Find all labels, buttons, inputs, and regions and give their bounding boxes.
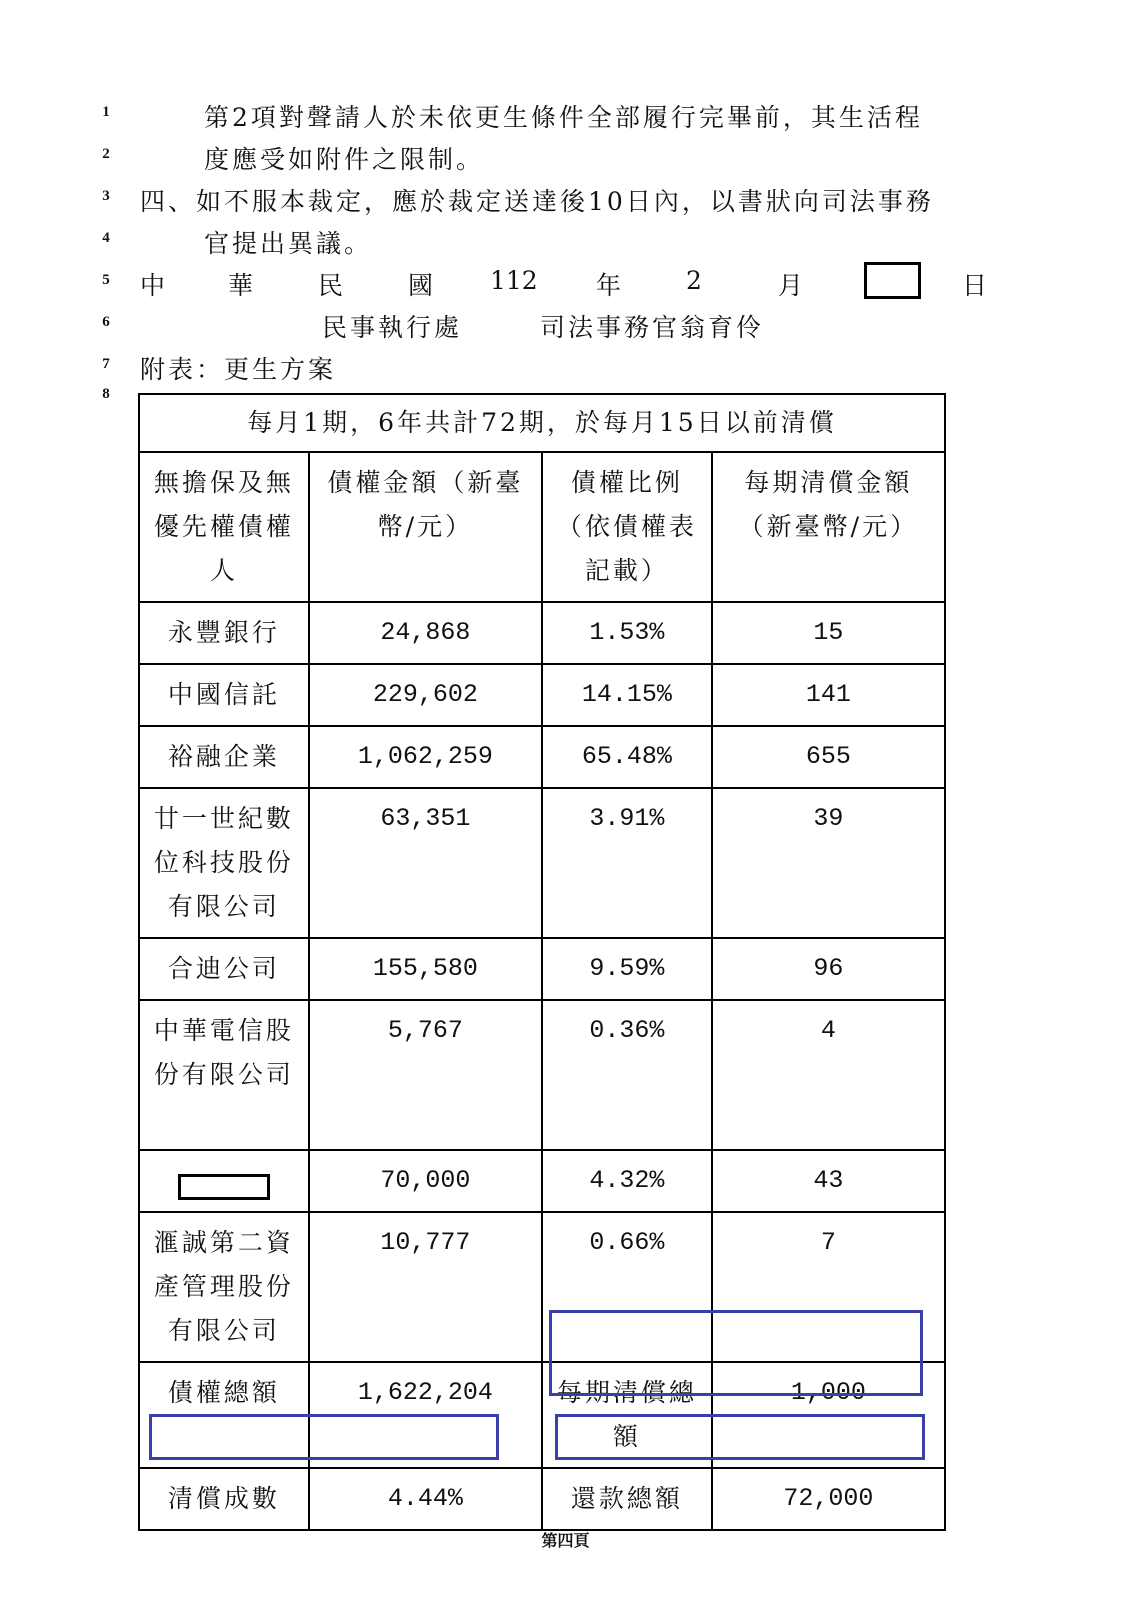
line-number: 7 (102, 356, 110, 372)
line-number: 1 (102, 104, 110, 120)
paragraph-line: 第2項對聲請人於未依更生條件全部履行完畢前，其生活程 (204, 103, 923, 132)
table-row (139, 788, 945, 938)
creditor-cell-redacted (139, 1150, 309, 1212)
paragraph-line: 度應受如附件之限制。 (204, 145, 485, 174)
total-amount: 1,622,204 (309, 1362, 542, 1468)
redaction-box (864, 262, 921, 299)
paragraph-line: 官提出異議。 (204, 229, 373, 258)
ratio-cell: 14.15% (542, 664, 712, 726)
payment-cell: 7 (712, 1212, 945, 1362)
table-row (139, 602, 945, 664)
total-label: 債權總額 (139, 1362, 309, 1468)
amount-cell: 24,868 (309, 602, 542, 664)
table-row (139, 664, 945, 726)
creditor-cell: 中國信託 (139, 664, 309, 726)
attachment-title: 附表：更生方案 (140, 355, 337, 384)
line-number: 6 (102, 314, 110, 330)
date-day-unit: 日 (962, 271, 988, 300)
redaction-box (178, 1174, 270, 1200)
repayment-ratio-label: 清償成數 (139, 1468, 309, 1530)
officer-name: 司法事務官翁育伶 (540, 313, 765, 342)
creditor-cell: 中華電信股份有限公司 (139, 1000, 309, 1150)
table-header: 每期清償金額（新臺幣/元） (712, 452, 945, 602)
date-month-unit: 月 (778, 271, 804, 300)
table-row (139, 726, 945, 788)
payment-cell: 4 (712, 1000, 945, 1150)
payment-cell: 43 (712, 1150, 945, 1212)
amount-cell: 229,602 (309, 664, 542, 726)
payment-total-label: 每期清償總額 (542, 1362, 712, 1468)
line-number: 8 (102, 386, 110, 402)
date-era-char: 中 (140, 271, 166, 300)
payment-total-value: 1,000 (712, 1362, 945, 1468)
line-number: 2 (102, 146, 110, 162)
date-month: 2 (686, 266, 702, 295)
creditor-cell: 永豐銀行 (139, 602, 309, 664)
table-row (139, 1150, 945, 1212)
office-name: 民事執行處 (322, 313, 463, 342)
table-header: 債權金額（新臺幣/元） (309, 452, 542, 602)
ratio-cell: 65.48% (542, 726, 712, 788)
table-row (139, 1000, 945, 1150)
ratio-cell: 0.66% (542, 1212, 712, 1362)
table-header: 債權比例（依債權表記載） (542, 452, 712, 602)
date-era-char: 民 (318, 271, 344, 300)
paragraph-line: 四、如不服本裁定，應於裁定送達後10日內，以書狀向司法事務 (140, 187, 934, 216)
table-caption: 每月1期，6年共計72期，於每月15日以前清償 (139, 394, 945, 452)
ratio-cell: 3.91% (542, 788, 712, 938)
repayment-total-label: 還款總額 (542, 1468, 712, 1530)
final-row (139, 1468, 945, 1530)
payment-cell: 15 (712, 602, 945, 664)
amount-cell: 70,000 (309, 1150, 542, 1212)
repayment-plan-table (138, 393, 946, 1531)
date-era-char: 華 (228, 271, 254, 300)
creditor-cell: 滙誠第二資產管理股份有限公司 (139, 1212, 309, 1362)
payment-cell: 141 (712, 664, 945, 726)
amount-cell: 1,062,259 (309, 726, 542, 788)
repayment-ratio-value: 4.44% (309, 1468, 542, 1530)
page-footer: 第四頁 (541, 1531, 590, 1550)
ratio-cell: 0.36% (542, 1000, 712, 1150)
table-header: 無擔保及無優先權債權人 (139, 452, 309, 602)
amount-cell: 10,777 (309, 1212, 542, 1362)
table-row (139, 938, 945, 1000)
creditor-cell: 合迪公司 (139, 938, 309, 1000)
payment-cell: 655 (712, 726, 945, 788)
table-row (139, 1212, 945, 1362)
amount-cell: 63,351 (309, 788, 542, 938)
date-year-unit: 年 (596, 271, 622, 300)
total-row (139, 1362, 945, 1468)
line-number: 5 (102, 272, 110, 288)
ratio-cell: 4.32% (542, 1150, 712, 1212)
creditor-cell: 廿一世紀數位科技股份有限公司 (139, 788, 309, 938)
payment-cell: 96 (712, 938, 945, 1000)
amount-cell: 5,767 (309, 1000, 542, 1150)
date-era-char: 國 (408, 271, 434, 300)
line-number: 3 (102, 188, 110, 204)
payment-cell: 39 (712, 788, 945, 938)
date-year: 112 (490, 266, 538, 295)
repayment-total-value: 72,000 (712, 1468, 945, 1530)
creditor-cell: 裕融企業 (139, 726, 309, 788)
ratio-cell: 9.59% (542, 938, 712, 1000)
ratio-cell: 1.53% (542, 602, 712, 664)
line-number: 4 (102, 230, 110, 246)
amount-cell: 155,580 (309, 938, 542, 1000)
